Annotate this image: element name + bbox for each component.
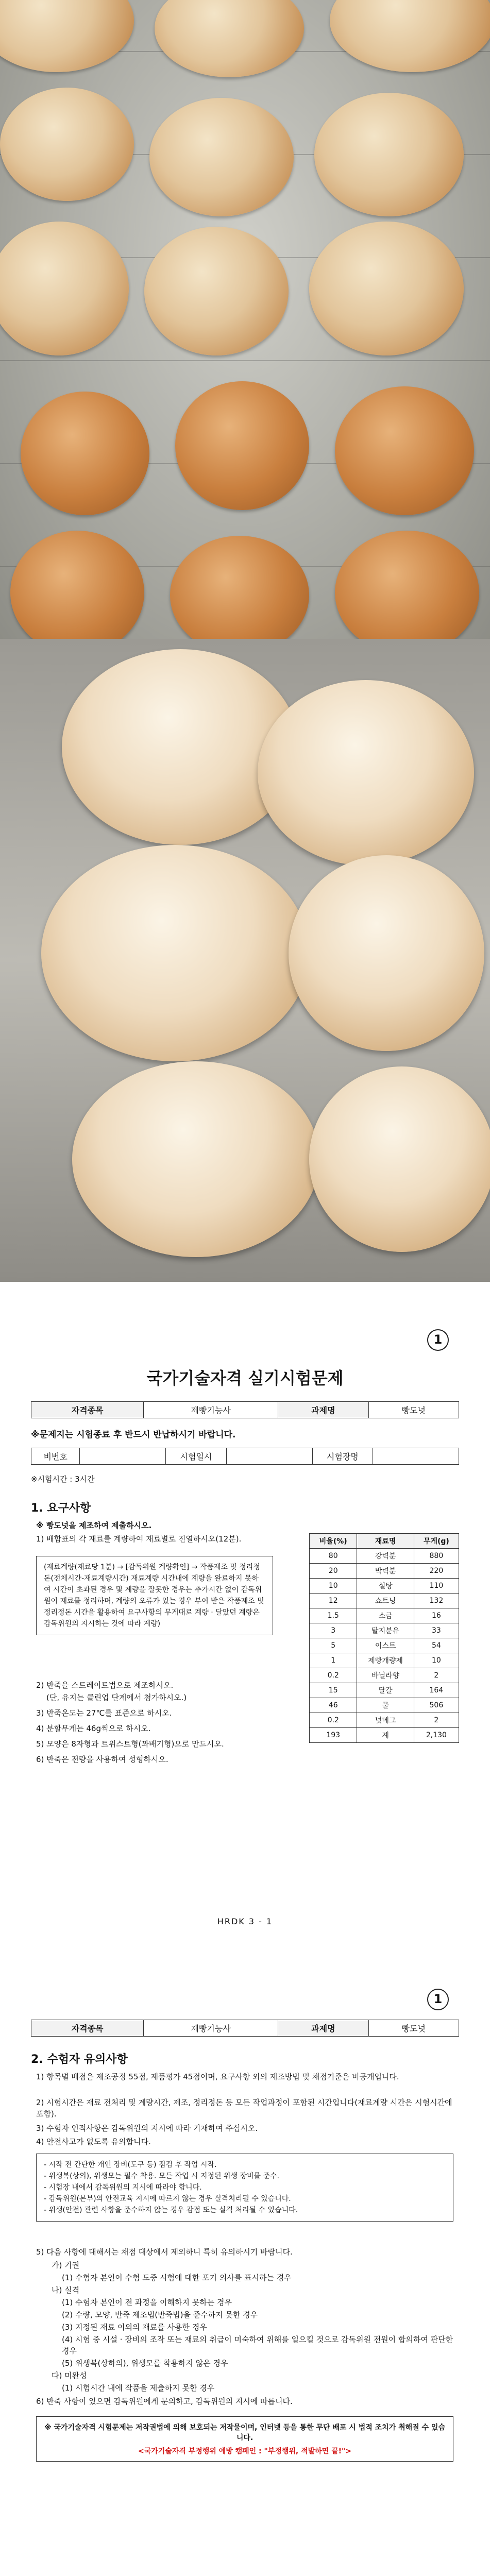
venue-value [373, 1448, 459, 1465]
recipe-row [310, 1549, 459, 1564]
precaution-4: 4) 안전사고가 없도록 유의합니다. [36, 2137, 151, 2146]
requirements-subtitle: ※ 빵도넛을 제조하여 제출하시오. [36, 1521, 152, 1530]
donut-closeup-photo [0, 639, 490, 1282]
recipe-ingredient: 제빵개량제 [357, 1653, 414, 1668]
recipe-weight: 2 [414, 1713, 459, 1728]
precaution-2: 2) 시험시간은 재료 전처리 및 계량시간, 제조, 정리정돈 등 모든 작업과정이 포함된 시간입니다(재료계량 시간은 시험시간에 포함). [36, 2098, 452, 2119]
recipe-ingredient: 바닐라향 [357, 1668, 414, 1683]
recipe-weight: 132 [414, 1594, 459, 1608]
safety-box: - 시작 전 간단한 개인 장비(도구 등) 점검 후 작업 시작. - 위생복(상의), 위생모는 필수 착용. 모든 작업 시 지정된 위생 장비를 준수. - 시험장 내에서 감독위원의 지시에 따라야 합니다. - 감독위원(본부)의 안전교육 지시에 따르지 않는 경우 실격처리될 수 있습니다. - 위생(안전) 관련 사항을 준수하지 않는 경우 감점 또는 실격 처리될 수 있습니다. [36, 2154, 453, 2222]
recipe-ratio: 12 [310, 1594, 357, 1608]
number-value [80, 1448, 166, 1465]
exclusion-fail: 나) 실격 [52, 2285, 80, 2295]
requirement-1: 1) 배합표의 각 재료를 계량하여 재료별로 진열하시오(12분). [36, 1534, 242, 1544]
recipe-row [310, 1683, 459, 1698]
page-footer: HRDK 3 - 1 [217, 1917, 273, 1926]
subject-table [31, 2020, 459, 2037]
recipe-ingredient: 이스트 [357, 1638, 414, 1653]
requirement-2: 2) 반죽을 스트레이트법으로 제조하시오. [36, 1681, 174, 1690]
exclusion-fail-2: (2) 수량, 모양, 반죽 제조법(반죽법)을 준수하지 못한 경우 [62, 2310, 258, 2319]
recipe-row [310, 1713, 459, 1728]
recipe-ingredient: 계 [357, 1728, 414, 1743]
recipe-weight: 880 [414, 1549, 459, 1564]
recipe-ratio: 20 [310, 1564, 357, 1579]
recipe-row [310, 1579, 459, 1594]
recipe-ratio: 15 [310, 1683, 357, 1698]
recipe-weight: 33 [414, 1623, 459, 1638]
weighing-note-box: (재료계량(재료당 1분) → [감독위원 계량확인] → 작품제조 및 정리정돈(전체시간-재료계량시간) 재료계량 시간내에 계량을 완료하지 못하여 시간이 초과된 경우 및 계량을 잘못한 경우는 추가시간 없이 감독위원이 재료를 정리하며, 계량의 오류가 있는 경우 부여 받은 작품제조 및 정리정돈 시간을 활용하여 요구사항의 무게대로 계량 · 달았던 계량은 감독위원의 지시하는 것에 따라 계량) [36, 1556, 273, 1635]
recipe-total-row [310, 1728, 459, 1743]
return-notice: ※문제지는 시험종료 후 반드시 반납하시기 바랍니다. [31, 1430, 236, 1440]
recipe-weight: 2,130 [414, 1728, 459, 1743]
twist-donut [309, 1066, 490, 1252]
twist-donut [149, 98, 294, 216]
recipe-ratio: 1.5 [310, 1608, 357, 1623]
recipe-weight: 164 [414, 1683, 459, 1698]
recipe-row [310, 1698, 459, 1713]
requirement-2-note: (단, 유지는 클린업 단계에서 첨가하시오.) [46, 1693, 187, 1702]
exam-page-1 [31, 1309, 459, 1947]
exclusion-incomplete-1: (1) 시험시간 내에 작품을 제출하지 못한 경우 [62, 2383, 215, 2393]
exclusion-incomplete: 다) 미완성 [52, 2371, 87, 2380]
recipe-ingredient: 설탕 [357, 1579, 414, 1594]
recipe-ingredient: 소금 [357, 1608, 414, 1623]
recipe-ingredient: 강력분 [357, 1549, 414, 1564]
campaign-slogan: <국가기술자격 부정행위 예방 캠페인 : "부정행위, 적발하면 끝!"> [138, 2447, 352, 2455]
precaution-3: 3) 수험자 인적사항은 감독위원의 지시에 따라 기재하여 주십시오. [36, 2124, 258, 2133]
exam-page-2 [31, 1978, 459, 2576]
twist-donut [314, 93, 464, 216]
twist-donut [144, 227, 289, 355]
recipe-ingredient: 탈지분유 [357, 1623, 414, 1638]
requirement-5: 5) 모양은 8자형과 트위스트형(꽈배기형)으로 만드시오. [36, 1739, 224, 1749]
requirement-6: 6) 반죽은 전량을 사용하여 성형하시오. [36, 1755, 168, 1764]
subject-value: 제빵기능사 [144, 2020, 278, 2037]
recipe-ratio: 1 [310, 1653, 357, 1668]
exclusion-fail-4: (4) 시험 중 시설 · 장비의 조작 또는 재료의 취급이 미숙하여 위해를 일으킬 것으로 감독위원 전원이 합의하여 판단한 경우 [62, 2335, 453, 2355]
recipe-weight: 10 [414, 1653, 459, 1668]
venue-label: 시험장명 [312, 1448, 373, 1465]
recipe-row [310, 1623, 459, 1638]
twist-donut [289, 855, 484, 1051]
recipe-ingredient: 쇼트닝 [357, 1594, 414, 1608]
info-table [31, 1448, 459, 1465]
twist-donut [0, 88, 134, 201]
page-number-badge: 1 [427, 1989, 449, 2010]
exclusion-fail-1: (1) 수험자 본인이 전 과정을 이해하지 못하는 경우 [62, 2298, 232, 2307]
task-label: 과제명 [278, 2020, 368, 2037]
recipe-ratio: 193 [310, 1728, 357, 1743]
twist-donut [309, 222, 464, 355]
recipe-row [310, 1564, 459, 1579]
number-label: 비번호 [31, 1448, 80, 1465]
task-value: 빵도넛 [368, 2020, 459, 2037]
precaution-1: 1) 항목별 배점은 제조공정 55점, 제품평가 45점이며, 요구사항 외의 제조방법 및 채점기준은 비공개입니다. [36, 2072, 399, 2081]
subject-label: 자격종목 [31, 2020, 144, 2037]
date-label: 시험일시 [166, 1448, 226, 1465]
exclusion-fail-5: (5) 위생복(상하의), 위생모를 착용하지 않은 경우 [62, 2359, 228, 2368]
exam-time: ※시험시간 : 3시간 [31, 1475, 95, 1484]
exclusion-abstain: 가) 기권 [52, 2261, 80, 2270]
recipe-ratio: 80 [310, 1549, 357, 1564]
recipe-ingredient: 넛메그 [357, 1713, 414, 1728]
recipe-header-ratio: 비율(%) [310, 1534, 357, 1549]
recipe-ingredient: 물 [357, 1698, 414, 1713]
recipe-row [310, 1638, 459, 1653]
subject-value: 제빵기능사 [144, 1402, 278, 1418]
page-number-badge: 1 [427, 1329, 449, 1351]
requirements-heading: 1. 요구사항 [31, 1502, 91, 1515]
exclusion-abstain-1: (1) 수험자 본인이 수험 도중 시험에 대한 포기 의사를 표시하는 경우 [62, 2273, 292, 2282]
donut-tray-photo-1 [0, 0, 490, 639]
task-value: 빵도넛 [368, 1402, 459, 1418]
copyright-warning: ※ 국가기술자격 시험문제는 저작권법에 의해 보호되는 저작물이며, 인터넷 등을 통한 무단 배포 시 법적 조치가 취해질 수 있습니다. [44, 2424, 445, 2442]
plain-donut [21, 392, 149, 515]
recipe-weight: 110 [414, 1579, 459, 1594]
requirement-4: 4) 분할무게는 46g씩으로 하시오. [36, 1724, 151, 1733]
recipe-weight: 220 [414, 1564, 459, 1579]
task-label: 과제명 [278, 1402, 368, 1418]
recipe-weight: 506 [414, 1698, 459, 1713]
exclusion-fail-3: (3) 지정된 재료 이외의 재료를 사용한 경우 [62, 2323, 207, 2332]
recipe-row [310, 1594, 459, 1608]
recipe-ingredient: 달걀 [357, 1683, 414, 1698]
requirement-3: 3) 반죽온도는 27℃를 표준으로 하시오. [36, 1708, 172, 1718]
subject-label: 자격종목 [31, 1402, 144, 1418]
twist-donut [258, 680, 474, 866]
recipe-ratio: 46 [310, 1698, 357, 1713]
precautions-heading: 2. 수험자 유의사항 [31, 2053, 128, 2066]
recipe-row [310, 1608, 459, 1623]
recipe-ratio: 3 [310, 1623, 357, 1638]
recipe-table [309, 1533, 459, 1743]
plain-donut [175, 381, 309, 510]
precaution-6: 6) 반죽 사항이 있으면 감독위원에게 문의하고, 감독위원의 지시에 따릅니다. [36, 2397, 293, 2406]
exam-title: 국가기술자격 실기시험문제 [146, 1368, 344, 1388]
recipe-ratio: 0.2 [310, 1713, 357, 1728]
recipe-weight: 54 [414, 1638, 459, 1653]
recipe-row [310, 1653, 459, 1668]
recipe-weight: 2 [414, 1668, 459, 1683]
recipe-ratio: 10 [310, 1579, 357, 1594]
recipe-ingredient: 박력분 [357, 1564, 414, 1579]
exclusion-intro: 5) 다음 사항에 대해서는 채점 대상에서 제외하니 특히 유의하시기 바랍니다. [36, 2247, 293, 2257]
recipe-weight: 16 [414, 1608, 459, 1623]
subject-table [31, 1401, 459, 1418]
twist-donut [72, 1061, 319, 1257]
recipe-ratio: 0.2 [310, 1668, 357, 1683]
plain-donut [335, 386, 474, 515]
recipe-ratio: 5 [310, 1638, 357, 1653]
recipe-header-ingredient: 재료명 [357, 1534, 414, 1549]
date-value [226, 1448, 312, 1465]
recipe-row [310, 1668, 459, 1683]
copyright-warning-box [36, 2416, 453, 2462]
twist-donut [41, 845, 309, 1061]
recipe-header-weight: 무게(g) [414, 1534, 459, 1549]
